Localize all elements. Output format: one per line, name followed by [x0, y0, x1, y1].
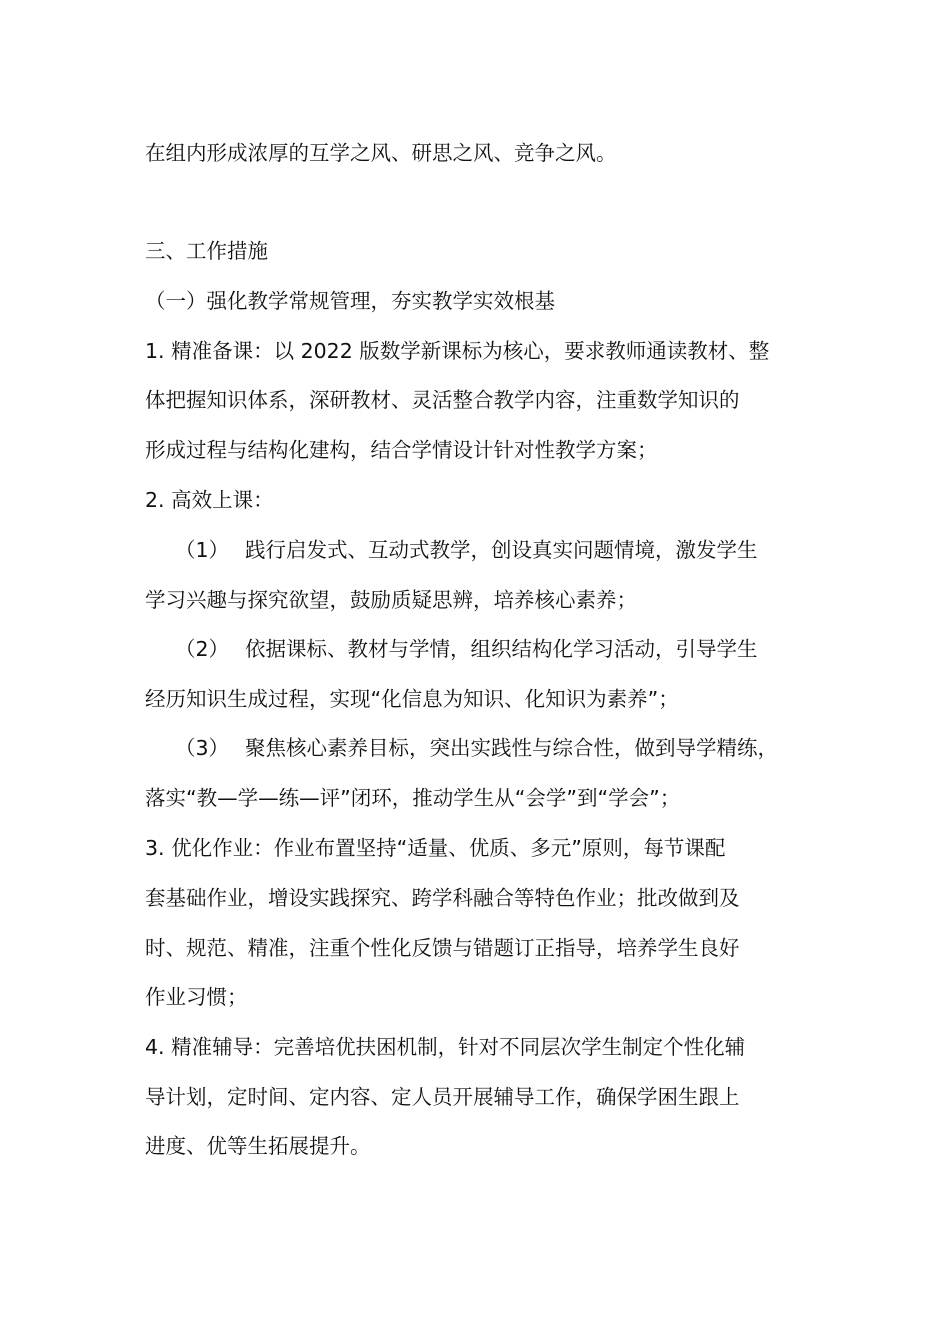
list-item-text: 依据课标、教材与学情，组织结构化学习活动，引导学生	[245, 637, 758, 661]
paragraph-line: 3. 优化作业：作业布置坚持“适量、优质、多元”原则，每节课配	[145, 836, 726, 860]
paragraph-line: 导计划，定时间、定内容、定人员开展辅导工作，确保学困生跟上	[145, 1085, 740, 1109]
list-item	[175, 635, 855, 663]
paragraph-line: 落实“教—学—练—评”闭环，推动学生从“会学”到“学会”；	[145, 786, 681, 810]
list-item-number: （3）	[175, 736, 230, 760]
list-item-text: 聚焦核心素养目标，突出实践性与综合性，做到导学精练，	[245, 736, 778, 760]
paragraph-line: 4. 精准辅导：完善培优扶困机制，针对不同层次学生制定个性化辅	[145, 1035, 746, 1059]
list-item-text: 践行启发式、互动式教学，创设真实问题情境，激发学生	[245, 538, 758, 562]
paragraph-line: 在组内形成浓厚的互学之风、研思之风、竞争之风。	[145, 141, 617, 165]
paragraph-line: 时、规范、精准，注重个性化反馈与错题订正指导，培养学生良好	[145, 936, 740, 960]
paragraph-line: 进度、优等生拓展提升。	[145, 1134, 371, 1158]
paragraph-line: 形成过程与结构化建构，结合学情设计针对性教学方案；	[145, 438, 658, 462]
paragraph-line: 体把握知识体系，深研教材、灵活整合教学内容，注重数学知识的	[145, 388, 740, 412]
paragraph-line: 2. 高效上课：	[145, 488, 274, 512]
list-item	[175, 536, 855, 564]
subsection-heading: （一）强化教学常规管理，夯实教学实效根基	[145, 289, 555, 313]
section-heading: 三、工作措施	[145, 239, 268, 263]
paragraph-line: 1. 精准备课：以 2022 版数学新课标为核心，要求教师通读教材、整	[145, 339, 770, 363]
paragraph-line: 学习兴趣与探究欲望，鼓励质疑思辨，培养核心素养；	[145, 588, 637, 612]
list-item-number: （2）	[175, 637, 230, 661]
list-item-number: （1）	[175, 538, 230, 562]
list-item	[175, 734, 855, 762]
paragraph-line: 套基础作业，增设实践探究、跨学科融合等特色作业；批改做到及	[145, 886, 740, 910]
paragraph-line: 经历知识生成过程，实现“化信息为知识、化知识为素养”；	[145, 687, 679, 711]
paragraph-line: 作业习惯；	[145, 985, 248, 1009]
